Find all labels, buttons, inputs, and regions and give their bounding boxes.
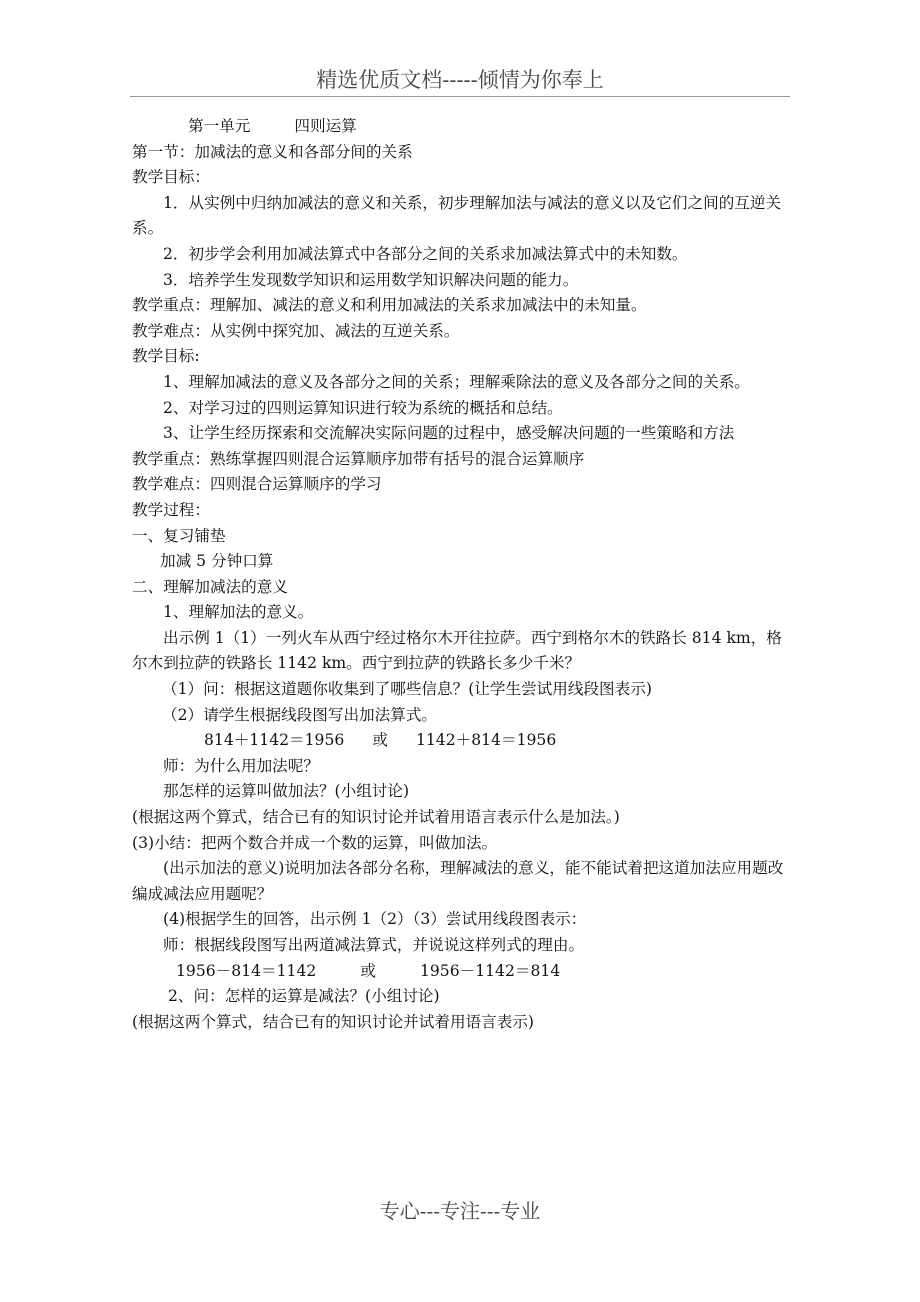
goal-item: 3．培养学生发现数学知识和运用数学知识解决问题的能力。 [163, 270, 579, 289]
goals-heading: 教学目标: [132, 347, 200, 366]
or-label: 或 [372, 731, 388, 750]
part-item: 1、理解加法的意义。 [163, 603, 314, 622]
equation: 814＋1142＝1956 [204, 731, 345, 750]
difficult-point: 教学难点：从实例中探究加、减法的互逆关系。 [132, 321, 460, 340]
unit-number: 第一单元 [188, 117, 251, 135]
step-text: (4)根据学生的回答，出示例 1（2）（3）尝试用线段图表示： [163, 910, 587, 929]
equation-row [132, 959, 792, 985]
question-item: （1）问：根据这道题你收集到了哪些信息？(让学生尝试用线段图表示) [162, 680, 652, 699]
equation: 1142＋814＝1956 [415, 731, 557, 750]
goal-item: 2、对学习过的四则运算知识进行较为系统的概括和总结。 [163, 398, 563, 417]
goal-item: 2．初步学会利用加减法算式中各部分之间的关系求加减法算式中的未知数。 [163, 244, 688, 263]
note-text: (出示加法的意义)说明加法各部分名称，理解减法的意义，能不能试着把这道加法应用题改编成减法应用题呢？ [132, 859, 784, 903]
note-text: (根据这两个算式，结合已有的知识讨论并试着用语言表示) [132, 1012, 535, 1031]
unit-title [132, 114, 792, 140]
difficult-point: 教学难点：四则混合运算顺序的学习 [132, 475, 382, 494]
teacher-question: 师：根据线段图写出两道减法算式，并说说这样列式的理由。 [163, 936, 585, 954]
equation: 1956－814＝1142 [176, 961, 317, 980]
goal-item: 1．从实例中归纳加减法的意义和关系，初步理解加法与减法的意义以及它们之间的互逆关系。 [132, 193, 782, 238]
summary-text: (3)小结：把两个数合并成一个数的运算，叫做加法。 [132, 833, 498, 852]
goal-item: 1、理解加减法的意义及各部分之间的关系；理解乘除法的意义及各部分之间的关系。 [163, 372, 750, 391]
equation-row [132, 728, 792, 754]
unit-name: 四则运算 [294, 117, 357, 135]
discussion-prompt: 那怎样的运算叫做加法？(小组讨论) [163, 782, 410, 801]
part-heading: 一、复习铺垫 [132, 526, 226, 545]
key-point: 教学重点：理解加、减法的意义和利用加减法的关系求加减法中的未知量。 [132, 296, 647, 315]
equation: 1956－1142＝814 [419, 961, 561, 980]
example-text: 出示例 1（1）一列火车从西宁经过格尔木开往拉萨。西宁到格尔木的铁路长 814 km，格尔木到拉萨的铁路长 1142 km。西宁到拉萨的铁路长多少千米？ [132, 628, 782, 673]
page-footer: 专心---专注---专业 [379, 1199, 541, 1223]
page-header: 精选优质文档-----倾情为你奉上 [130, 64, 790, 97]
part-heading: 二、理解加减法的意义 [132, 577, 288, 596]
process-heading: 教学过程： [132, 500, 210, 519]
part-item: 2、问：怎样的运算是减法？(小组讨论) [168, 987, 440, 1006]
goal-item: 3、让学生经历探索和交流解决实际问题的过程中，感受解决问题的一些策略和方法 [163, 424, 735, 443]
key-point: 教学重点：熟练掌握四则混合运算顺序加带有括号的混合运算顺序 [132, 449, 585, 468]
goals-heading: 教学目标： [132, 168, 210, 187]
note-text: (根据这两个算式，结合已有的知识讨论并试着用语言表示什么是加法。) [132, 808, 620, 827]
document-body [132, 114, 792, 1035]
question-item: （2）请学生根据线段图写出加法算式。 [162, 705, 438, 724]
teacher-question: 师：为什么用加法呢？ [163, 756, 319, 775]
or-label: 或 [360, 961, 376, 980]
section-title: 第一节：加减法的意义和各部分间的关系 [132, 142, 413, 161]
part-item: 加减 5 分钟口算 [160, 552, 274, 571]
